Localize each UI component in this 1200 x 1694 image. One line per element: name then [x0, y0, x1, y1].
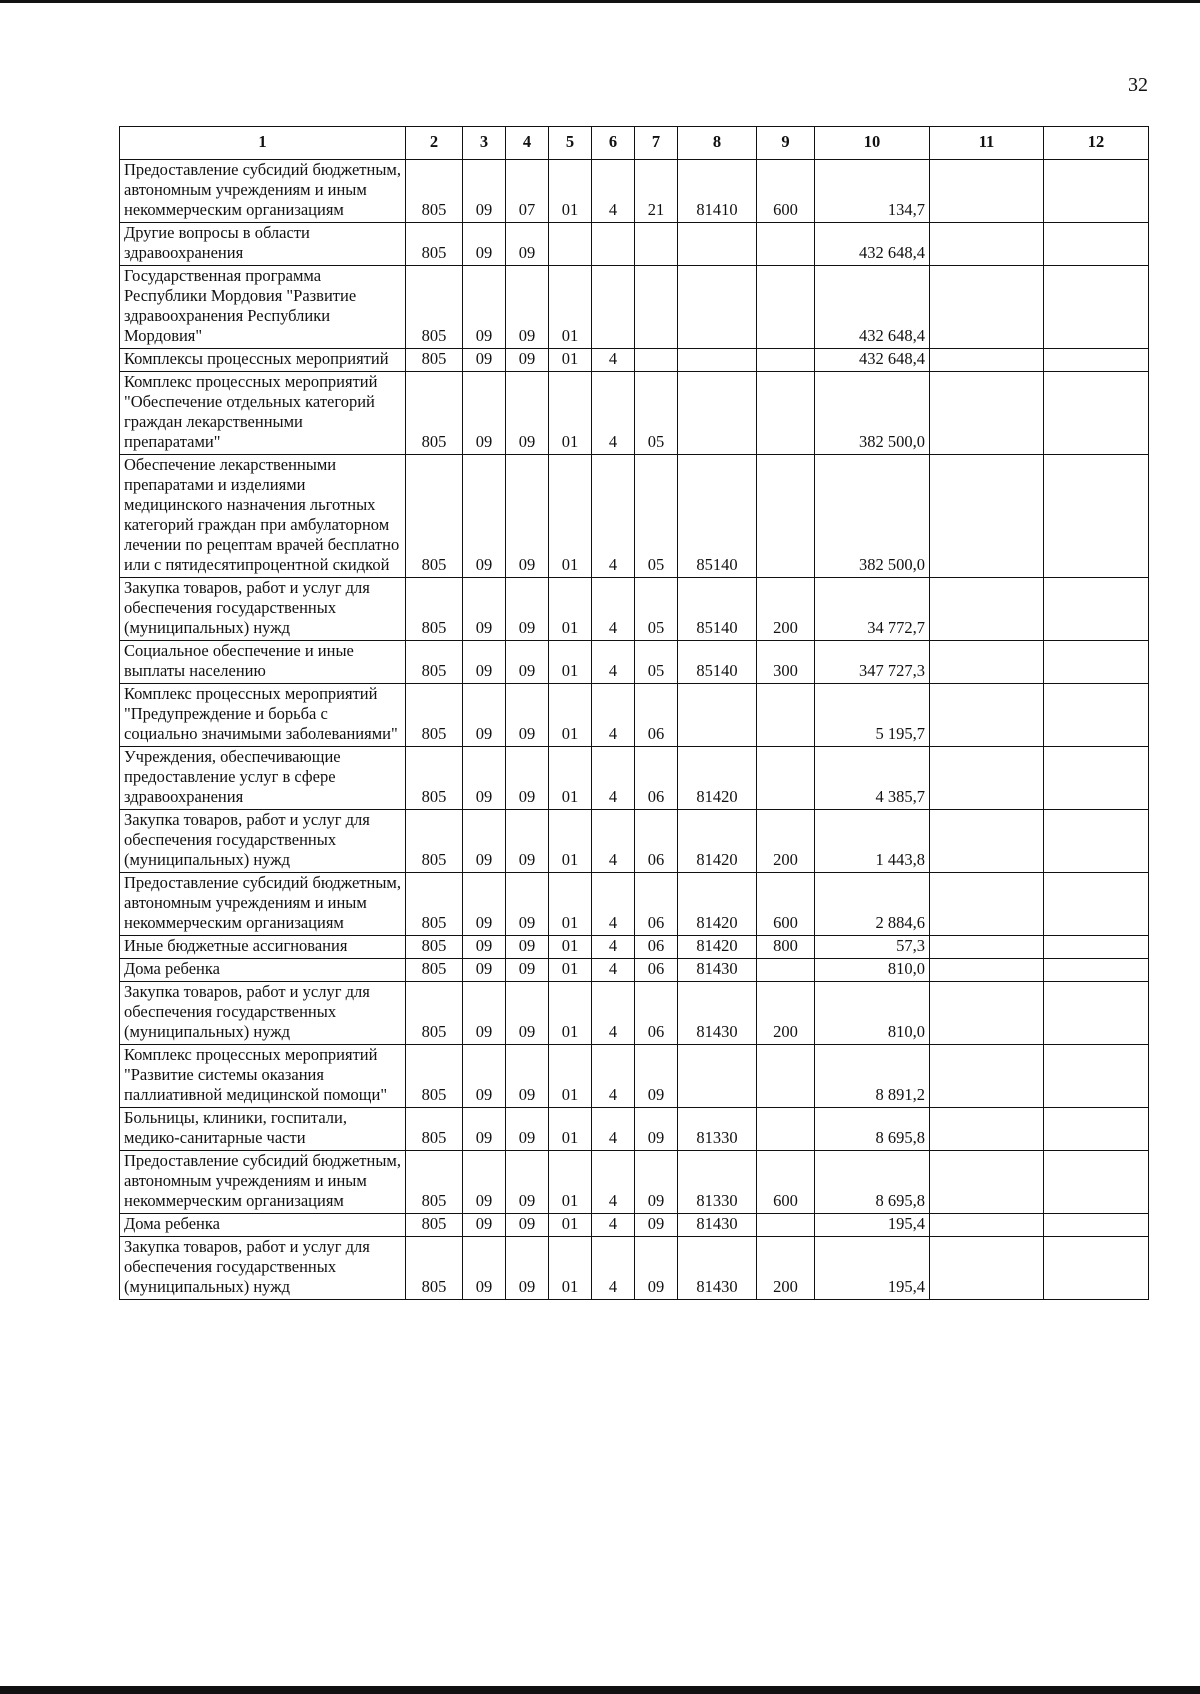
code-cell: 81330: [678, 1108, 757, 1151]
code-cell: 09: [463, 982, 506, 1045]
code-cell: 4: [592, 1237, 635, 1300]
row-name-cell: Закупка товаров, работ и услуг для обеспечения государственных (муниципальных) нужд: [120, 1237, 406, 1300]
row-name-cell: Комплекс процессных мероприятий "Развитие системы оказания паллиативной медицинской помощи": [120, 1045, 406, 1108]
code-cell: 09: [463, 873, 506, 936]
table-row: [120, 747, 1149, 810]
table-body: [120, 160, 1149, 1300]
code-cell: 805: [406, 1108, 463, 1151]
header-row: [120, 127, 1149, 160]
code-cell: 81430: [678, 959, 757, 982]
code-cell: 4: [592, 873, 635, 936]
code-cell: 81330: [678, 1151, 757, 1214]
amount-cell: 347 727,3: [815, 641, 930, 684]
code-cell: [678, 1045, 757, 1108]
empty-cell: [930, 349, 1044, 372]
code-cell: 09: [463, 160, 506, 223]
row-name-cell: Закупка товаров, работ и услуг для обеспечения государственных (муниципальных) нужд: [120, 578, 406, 641]
row-name-cell: Другие вопросы в области здравоохранения: [120, 223, 406, 266]
code-cell: 09: [463, 578, 506, 641]
column-header: 7: [635, 127, 678, 160]
row-name-cell: Учреждения, обеспечивающие предоставление услуг в сфере здравоохранения: [120, 747, 406, 810]
row-name-cell: Комплекс процессных мероприятий "Предупреждение и борьба с социально значимыми заболеваниями": [120, 684, 406, 747]
amount-cell: 57,3: [815, 936, 930, 959]
amount-cell: 8 695,8: [815, 1108, 930, 1151]
row-name-cell: Предоставление субсидий бюджетным, автономным учреждениям и иным некоммерческим организациям: [120, 1151, 406, 1214]
code-cell: 09: [506, 873, 549, 936]
empty-cell: [930, 936, 1044, 959]
code-cell: 09: [463, 223, 506, 266]
code-cell: 09: [506, 1151, 549, 1214]
code-cell: 805: [406, 684, 463, 747]
code-cell: 600: [757, 873, 815, 936]
code-cell: 805: [406, 641, 463, 684]
empty-cell: [930, 1151, 1044, 1214]
empty-cell: [930, 372, 1044, 455]
code-cell: 09: [463, 266, 506, 349]
code-cell: [635, 349, 678, 372]
row-name-cell: Предоставление субсидий бюджетным, автономным учреждениям и иным некоммерческим организациям: [120, 873, 406, 936]
code-cell: 805: [406, 936, 463, 959]
empty-cell: [1044, 810, 1149, 873]
code-cell: 4: [592, 1214, 635, 1237]
code-cell: 01: [549, 1214, 592, 1237]
table-row: [120, 810, 1149, 873]
code-cell: [678, 349, 757, 372]
code-cell: 01: [549, 936, 592, 959]
code-cell: 01: [549, 160, 592, 223]
table-row: [120, 1151, 1149, 1214]
code-cell: 09: [463, 810, 506, 873]
row-name-cell: Закупка товаров, работ и услуг для обеспечения государственных (муниципальных) нужд: [120, 982, 406, 1045]
code-cell: 85140: [678, 578, 757, 641]
code-cell: 805: [406, 266, 463, 349]
column-header: 3: [463, 127, 506, 160]
empty-cell: [1044, 1151, 1149, 1214]
table-row: [120, 1045, 1149, 1108]
page-number: 32: [1128, 74, 1148, 96]
code-cell: [757, 1045, 815, 1108]
code-cell: 05: [635, 578, 678, 641]
code-cell: 01: [549, 1151, 592, 1214]
table-row: [120, 578, 1149, 641]
code-cell: 01: [549, 810, 592, 873]
code-cell: 01: [549, 1045, 592, 1108]
empty-cell: [930, 578, 1044, 641]
amount-cell: 382 500,0: [815, 455, 930, 578]
amount-cell: 432 648,4: [815, 223, 930, 266]
code-cell: [757, 747, 815, 810]
code-cell: [757, 684, 815, 747]
code-cell: [635, 266, 678, 349]
row-name-cell: Больницы, клиники, госпитали, медико-санитарные части: [120, 1108, 406, 1151]
table-row: [120, 372, 1149, 455]
code-cell: 09: [463, 455, 506, 578]
code-cell: 805: [406, 982, 463, 1045]
amount-cell: 8 891,2: [815, 1045, 930, 1108]
code-cell: 01: [549, 372, 592, 455]
empty-cell: [1044, 372, 1149, 455]
code-cell: 805: [406, 372, 463, 455]
code-cell: 01: [549, 684, 592, 747]
budget-table: [119, 126, 1149, 1300]
code-cell: 200: [757, 1237, 815, 1300]
code-cell: 85140: [678, 455, 757, 578]
empty-cell: [1044, 266, 1149, 349]
code-cell: 800: [757, 936, 815, 959]
code-cell: 09: [635, 1151, 678, 1214]
code-cell: 06: [635, 982, 678, 1045]
amount-cell: 134,7: [815, 160, 930, 223]
code-cell: 09: [635, 1237, 678, 1300]
code-cell: 805: [406, 1045, 463, 1108]
code-cell: 81420: [678, 873, 757, 936]
amount-cell: 432 648,4: [815, 266, 930, 349]
code-cell: 05: [635, 372, 678, 455]
top-scan-border: [0, 0, 1200, 3]
code-cell: 300: [757, 641, 815, 684]
code-cell: 06: [635, 684, 678, 747]
code-cell: 81430: [678, 982, 757, 1045]
empty-cell: [930, 455, 1044, 578]
code-cell: 01: [549, 982, 592, 1045]
amount-cell: 5 195,7: [815, 684, 930, 747]
code-cell: 805: [406, 747, 463, 810]
code-cell: 01: [549, 455, 592, 578]
empty-cell: [930, 160, 1044, 223]
code-cell: 09: [463, 1108, 506, 1151]
code-cell: 4: [592, 1108, 635, 1151]
code-cell: 805: [406, 810, 463, 873]
code-cell: 09: [463, 959, 506, 982]
code-cell: 805: [406, 349, 463, 372]
code-cell: 200: [757, 982, 815, 1045]
amount-cell: 432 648,4: [815, 349, 930, 372]
code-cell: 4: [592, 959, 635, 982]
code-cell: 09: [463, 1045, 506, 1108]
bottom-scan-border: [0, 1686, 1200, 1694]
table-row: [120, 982, 1149, 1045]
code-cell: [757, 349, 815, 372]
empty-cell: [930, 684, 1044, 747]
code-cell: 09: [506, 641, 549, 684]
code-cell: 09: [463, 1214, 506, 1237]
empty-cell: [930, 266, 1044, 349]
empty-cell: [930, 873, 1044, 936]
code-cell: 805: [406, 873, 463, 936]
table-row: [120, 959, 1149, 982]
code-cell: [757, 223, 815, 266]
code-cell: 81420: [678, 810, 757, 873]
code-cell: 09: [463, 349, 506, 372]
empty-cell: [1044, 349, 1149, 372]
table-row: [120, 684, 1149, 747]
empty-cell: [1044, 160, 1149, 223]
code-cell: 4: [592, 684, 635, 747]
amount-cell: 2 884,6: [815, 873, 930, 936]
code-cell: [678, 372, 757, 455]
code-cell: 4: [592, 747, 635, 810]
code-cell: 85140: [678, 641, 757, 684]
table-row: [120, 223, 1149, 266]
row-name-cell: Государственная программа Республики Мордовия "Развитие здравоохранения Республики Мордовия": [120, 266, 406, 349]
row-name-cell: Закупка товаров, работ и услуг для обеспечения государственных (муниципальных) нужд: [120, 810, 406, 873]
amount-cell: 8 695,8: [815, 1151, 930, 1214]
code-cell: [757, 1108, 815, 1151]
column-header: 4: [506, 127, 549, 160]
code-cell: 09: [506, 936, 549, 959]
code-cell: 09: [506, 747, 549, 810]
code-cell: 09: [506, 578, 549, 641]
code-cell: 09: [506, 1237, 549, 1300]
code-cell: [757, 959, 815, 982]
amount-cell: 34 772,7: [815, 578, 930, 641]
code-cell: 01: [549, 959, 592, 982]
amount-cell: 382 500,0: [815, 372, 930, 455]
amount-cell: 195,4: [815, 1237, 930, 1300]
code-cell: 805: [406, 959, 463, 982]
column-header: 8: [678, 127, 757, 160]
code-cell: [757, 266, 815, 349]
code-cell: 09: [635, 1108, 678, 1151]
code-cell: 01: [549, 873, 592, 936]
code-cell: [678, 266, 757, 349]
empty-cell: [930, 1045, 1044, 1108]
code-cell: 09: [463, 1237, 506, 1300]
code-cell: 200: [757, 578, 815, 641]
code-cell: 81430: [678, 1214, 757, 1237]
empty-cell: [930, 1237, 1044, 1300]
row-name-cell: Иные бюджетные ассигнования: [120, 936, 406, 959]
row-name-cell: Социальное обеспечение и иные выплаты населению: [120, 641, 406, 684]
empty-cell: [930, 223, 1044, 266]
row-name-cell: Комплексы процессных мероприятий: [120, 349, 406, 372]
empty-cell: [930, 810, 1044, 873]
column-header: 2: [406, 127, 463, 160]
code-cell: 09: [463, 747, 506, 810]
empty-cell: [930, 641, 1044, 684]
table-row: [120, 1237, 1149, 1300]
row-name-cell: Комплекс процессных мероприятий "Обеспечение отдельных категорий граждан лекарственными препаратами": [120, 372, 406, 455]
code-cell: 4: [592, 1151, 635, 1214]
code-cell: 05: [635, 641, 678, 684]
code-cell: 06: [635, 959, 678, 982]
code-cell: 01: [549, 349, 592, 372]
code-cell: 600: [757, 1151, 815, 1214]
code-cell: 09: [506, 959, 549, 982]
empty-cell: [930, 747, 1044, 810]
table-row: [120, 1214, 1149, 1237]
code-cell: 805: [406, 1214, 463, 1237]
table-row: [120, 936, 1149, 959]
empty-cell: [1044, 959, 1149, 982]
code-cell: 09: [506, 684, 549, 747]
column-header: 12: [1044, 127, 1149, 160]
code-cell: 09: [506, 223, 549, 266]
code-cell: 805: [406, 1237, 463, 1300]
column-header: 1: [120, 127, 406, 160]
code-cell: 4: [592, 982, 635, 1045]
code-cell: 09: [506, 1045, 549, 1108]
code-cell: 805: [406, 223, 463, 266]
code-cell: 4: [592, 936, 635, 959]
table-row: [120, 349, 1149, 372]
code-cell: [549, 223, 592, 266]
code-cell: 4: [592, 349, 635, 372]
column-header: 5: [549, 127, 592, 160]
table-row: [120, 641, 1149, 684]
code-cell: 09: [506, 349, 549, 372]
code-cell: 09: [463, 372, 506, 455]
code-cell: 4: [592, 810, 635, 873]
code-cell: 81420: [678, 747, 757, 810]
code-cell: 4: [592, 641, 635, 684]
code-cell: 09: [463, 936, 506, 959]
empty-cell: [1044, 684, 1149, 747]
empty-cell: [1044, 455, 1149, 578]
row-name-cell: Предоставление субсидий бюджетным, автономным учреждениям и иным некоммерческим организациям: [120, 160, 406, 223]
code-cell: 09: [506, 810, 549, 873]
code-cell: [678, 223, 757, 266]
code-cell: 05: [635, 455, 678, 578]
empty-cell: [1044, 982, 1149, 1045]
code-cell: 01: [549, 641, 592, 684]
empty-cell: [1044, 1237, 1149, 1300]
empty-cell: [930, 982, 1044, 1045]
table-row: [120, 1108, 1149, 1151]
column-header: 11: [930, 127, 1044, 160]
empty-cell: [1044, 1045, 1149, 1108]
code-cell: 09: [506, 455, 549, 578]
row-name-cell: Обеспечение лекарственными препаратами и изделиями медицинского назначения льготных категорий граждан при амбулаторном лечении по рецептам врачей бесплатно или с пятидесятипроцентной скидкой: [120, 455, 406, 578]
code-cell: 805: [406, 578, 463, 641]
amount-cell: 4 385,7: [815, 747, 930, 810]
code-cell: 4: [592, 578, 635, 641]
code-cell: 81420: [678, 936, 757, 959]
code-cell: 4: [592, 160, 635, 223]
code-cell: 06: [635, 873, 678, 936]
amount-cell: 810,0: [815, 982, 930, 1045]
code-cell: 06: [635, 936, 678, 959]
empty-cell: [1044, 1214, 1149, 1237]
code-cell: 09: [506, 982, 549, 1045]
code-cell: 09: [463, 684, 506, 747]
code-cell: 4: [592, 455, 635, 578]
row-name-cell: Дома ребенка: [120, 959, 406, 982]
code-cell: 09: [506, 1214, 549, 1237]
code-cell: 06: [635, 810, 678, 873]
column-header: 6: [592, 127, 635, 160]
code-cell: [635, 223, 678, 266]
empty-cell: [1044, 641, 1149, 684]
empty-cell: [1044, 873, 1149, 936]
code-cell: 01: [549, 1237, 592, 1300]
code-cell: 09: [463, 1151, 506, 1214]
code-cell: 07: [506, 160, 549, 223]
column-header: 9: [757, 127, 815, 160]
code-cell: 09: [635, 1045, 678, 1108]
table-row: [120, 266, 1149, 349]
code-cell: 4: [592, 372, 635, 455]
amount-cell: 810,0: [815, 959, 930, 982]
empty-cell: [1044, 1108, 1149, 1151]
empty-cell: [1044, 223, 1149, 266]
code-cell: 06: [635, 747, 678, 810]
code-cell: 200: [757, 810, 815, 873]
empty-cell: [930, 1214, 1044, 1237]
code-cell: 09: [506, 372, 549, 455]
code-cell: 600: [757, 160, 815, 223]
code-cell: 805: [406, 455, 463, 578]
code-cell: 01: [549, 578, 592, 641]
code-cell: 4: [592, 1045, 635, 1108]
table-row: [120, 873, 1149, 936]
empty-cell: [930, 959, 1044, 982]
code-cell: [592, 266, 635, 349]
code-cell: 09: [506, 1108, 549, 1151]
code-cell: [678, 684, 757, 747]
empty-cell: [1044, 747, 1149, 810]
code-cell: [757, 1214, 815, 1237]
column-header: 10: [815, 127, 930, 160]
code-cell: 09: [463, 641, 506, 684]
code-cell: 805: [406, 160, 463, 223]
code-cell: 09: [635, 1214, 678, 1237]
code-cell: 01: [549, 747, 592, 810]
code-cell: 805: [406, 1151, 463, 1214]
code-cell: 21: [635, 160, 678, 223]
code-cell: 81410: [678, 160, 757, 223]
table-row: [120, 455, 1149, 578]
table-row: [120, 160, 1149, 223]
code-cell: [592, 223, 635, 266]
empty-cell: [1044, 578, 1149, 641]
code-cell: [757, 455, 815, 578]
code-cell: 81430: [678, 1237, 757, 1300]
empty-cell: [1044, 936, 1149, 959]
amount-cell: 1 443,8: [815, 810, 930, 873]
amount-cell: 195,4: [815, 1214, 930, 1237]
code-cell: 01: [549, 266, 592, 349]
code-cell: 01: [549, 1108, 592, 1151]
row-name-cell: Дома ребенка: [120, 1214, 406, 1237]
code-cell: [757, 372, 815, 455]
empty-cell: [930, 1108, 1044, 1151]
code-cell: 09: [506, 266, 549, 349]
